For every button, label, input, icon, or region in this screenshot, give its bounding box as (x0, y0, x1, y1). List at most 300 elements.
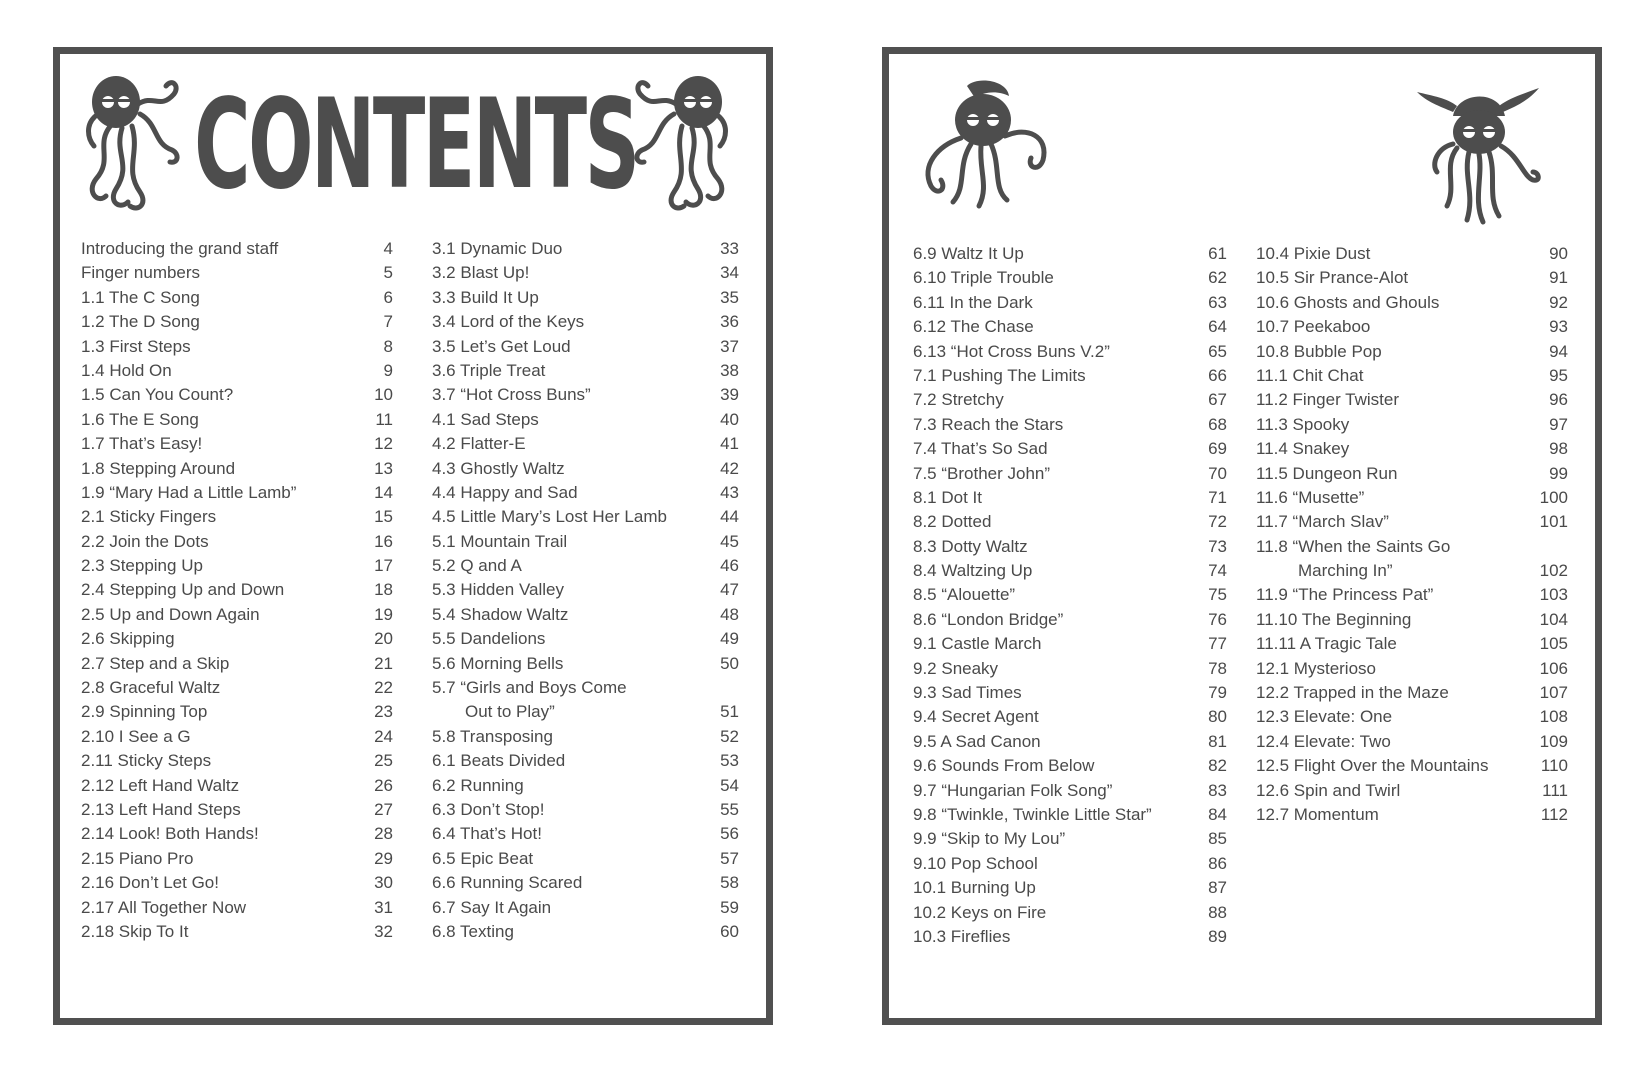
toc-entry-title: 8.2 Dotted (913, 512, 992, 532)
toc-entry-title: 1.1 The C Song (81, 287, 200, 307)
toc-entry (1256, 364, 1568, 388)
octopus-mascot-top-left-icon (84, 64, 184, 214)
toc-entry-title: 7.5 “Brother John” (913, 463, 1051, 483)
toc-entry-page-number: 33 (720, 238, 739, 258)
toc-entry-title: 1.3 First Steps (81, 336, 191, 356)
toc-entry-title: 10.5 Sir Prance-Alot (1256, 268, 1409, 288)
right-page (882, 47, 1602, 1025)
toc-entry-title: 1.9 “Mary Had a Little Lamb” (81, 482, 297, 502)
toc-entry-title-continued: Marching In” (1298, 561, 1393, 581)
toc-entry-title: 12.6 Spin and Twirl (1256, 780, 1401, 800)
toc-entry-page-number: 63 (1208, 292, 1227, 312)
toc-entry-title: 10.4 Pixie Dust (1256, 244, 1371, 263)
toc-entry-title: 2.4 Stepping Up and Down (81, 580, 285, 600)
toc-entry (913, 559, 1227, 583)
toc-entry-page-number: 6 (383, 287, 393, 307)
toc-entry (913, 681, 1227, 705)
toc-entry-title: 8.1 Dot It (913, 487, 982, 507)
toc-entry (81, 725, 393, 749)
toc-entry-title: 10.6 Ghosts and Ghouls (1256, 292, 1440, 312)
toc-entry-page-number: 78 (1208, 658, 1227, 678)
toc-entry-page-number: 27 (374, 799, 393, 819)
toc-entry-page-number: 70 (1208, 463, 1227, 483)
toc-entry-title: 9.3 Sad Times (913, 683, 1022, 703)
toc-entry-title: 3.4 Lord of the Keys (432, 312, 585, 332)
toc-entry-title: 3.1 Dynamic Duo (432, 239, 563, 258)
toc-entry-page-number: 90 (1549, 243, 1568, 263)
toc-entry (432, 896, 739, 920)
page-title: CONTENTS (194, 73, 638, 217)
toc-entry-page-number: 62 (1208, 268, 1227, 288)
toc-entry-title: 5.4 Shadow Waltz (432, 604, 569, 624)
toc-entry-page-number: 81 (1208, 731, 1227, 751)
toc-entry-page-number: 42 (720, 458, 739, 478)
toc-entry-page-number: 52 (720, 726, 739, 746)
toc-entry-page-number: 13 (374, 458, 393, 478)
toc-entry-page-number: 95 (1549, 365, 1568, 385)
toc-entry-title: 1.7 That’s Easy! (81, 434, 203, 454)
toc-entry-page-number: 97 (1549, 414, 1568, 434)
toc-entry-page-number: 77 (1208, 634, 1227, 654)
toc-entry-title: 8.3 Dotty Waltz (913, 536, 1028, 556)
toc-entry (432, 749, 739, 773)
toc-entry (81, 237, 393, 261)
toc-entry-title: 2.2 Join the Dots (81, 531, 209, 551)
toc-entry-title: Finger numbers (81, 263, 201, 283)
toc-entry-page-number: 60 (720, 921, 739, 941)
toc-entry-page-number: 46 (720, 556, 739, 576)
toc-entry-title: 2.18 Skip To It (81, 921, 189, 941)
toc-entry-title: 6.2 Running (432, 775, 524, 795)
toc-entry-page-number: 82 (1208, 756, 1227, 776)
toc-entry-page-number: 34 (720, 263, 739, 283)
toc-entry-title: 9.7 “Hungarian Folk Song” (913, 780, 1113, 800)
toc-entry-title: 2.3 Stepping Up (81, 556, 203, 576)
toc-entry (432, 652, 739, 676)
toc-entry-page-number: 54 (720, 775, 739, 795)
toc-entry-title: 7.2 Stretchy (913, 390, 1004, 410)
toc-entry (1256, 730, 1568, 754)
toc-column-4 (1256, 242, 1568, 827)
toc-entry-page-number: 68 (1208, 414, 1227, 434)
toc-entry-title: 6.8 Texting (432, 921, 514, 941)
toc-entry (432, 432, 739, 456)
toc-entry-page-number: 53 (720, 751, 739, 771)
toc-entry (913, 608, 1227, 632)
toc-entry-title-continued: Out to Play” (465, 702, 555, 722)
toc-entry-page-number: 103 (1539, 585, 1568, 605)
toc-entry-page-number: 49 (720, 629, 739, 649)
toc-entry-title: 12.5 Flight Over the Mountains (1256, 756, 1489, 776)
toc-entry-title: 1.4 Hold On (81, 360, 172, 380)
toc-entry (432, 554, 739, 578)
toc-entry (1256, 608, 1568, 632)
toc-entry (913, 510, 1227, 534)
toc-entry (81, 652, 393, 676)
toc-entry-title: 6.1 Beats Divided (432, 751, 566, 771)
toc-entry (913, 266, 1227, 290)
toc-entry-page-number: 39 (720, 385, 739, 405)
toc-entry-title: 11.9 “The Princess Pat” (1256, 585, 1434, 605)
toc-entry (81, 627, 393, 651)
toc-entry (432, 578, 739, 602)
toc-entry-page-number: 67 (1208, 390, 1227, 410)
toc-entry-title: 9.8 “Twinkle, Twinkle Little Star” (913, 804, 1152, 824)
toc-entry-page-number: 48 (720, 604, 739, 624)
toc-entry-title: 9.9 “Skip to My Lou” (913, 829, 1066, 849)
toc-entry-page-number: 45 (720, 531, 739, 551)
toc-entry-page-number: 85 (1208, 829, 1227, 849)
toc-entry (81, 822, 393, 846)
toc-entry (81, 920, 393, 944)
toc-entry-page-number: 69 (1208, 439, 1227, 459)
toc-entry-title: 5.5 Dandelions (432, 629, 546, 649)
toc-entry (81, 310, 393, 334)
toc-entry-page-number: 50 (720, 653, 739, 673)
toc-entry-page-number: 105 (1539, 634, 1568, 654)
toc-entry (913, 437, 1227, 461)
toc-entry-page-number: 9 (383, 360, 393, 380)
toc-entry (432, 530, 739, 554)
toc-entry-title: 9.10 Pop School (913, 853, 1038, 873)
toc-entry (81, 774, 393, 798)
toc-entry-page-number: 86 (1208, 853, 1227, 873)
toc-entry (81, 335, 393, 359)
toc-entry (81, 261, 393, 285)
toc-entry-page-number: 4 (383, 238, 393, 258)
toc-entry-title: 2.11 Sticky Steps (81, 751, 212, 771)
toc-entry (913, 632, 1227, 656)
toc-entry-page-number: 80 (1208, 707, 1227, 727)
toc-entry-title: 11.8 “When the Saints Go (1256, 536, 1451, 556)
toc-entry-page-number: 66 (1208, 365, 1227, 385)
toc-entry-page-number: 102 (1539, 561, 1568, 581)
toc-entry-page-number: 75 (1208, 585, 1227, 605)
toc-entry-page-number: 10 (374, 385, 393, 405)
toc-entry-title: 4.3 Ghostly Waltz (432, 458, 565, 478)
toc-entry-page-number: 11 (375, 409, 393, 429)
toc-entry (432, 481, 739, 505)
toc-entry-page-number: 104 (1539, 609, 1568, 629)
toc-entry (1256, 705, 1568, 729)
toc-entry (1256, 754, 1568, 778)
toc-entry-title: 5.3 Hidden Valley (432, 580, 564, 600)
toc-entry (81, 798, 393, 822)
toc-entry (432, 725, 739, 749)
toc-entry-title: 2.9 Spinning Top (81, 702, 208, 722)
toc-entry-title: 2.16 Don’t Let Go! (81, 873, 219, 893)
toc-entry (432, 383, 739, 407)
toc-entry (81, 432, 393, 456)
toc-entry-title: 1.8 Stepping Around (81, 458, 236, 478)
toc-entry (913, 779, 1227, 803)
toc-entry (432, 627, 739, 651)
toc-entry-page-number: 99 (1549, 463, 1568, 483)
toc-entry-page-number: 31 (374, 897, 393, 917)
octopus-mascot-pompadour-icon (917, 76, 1057, 216)
toc-entry-page-number: 32 (374, 921, 393, 941)
toc-entry-title: 11.2 Finger Twister (1256, 390, 1399, 410)
toc-entry (432, 505, 739, 529)
toc-entry-page-number: 14 (374, 482, 393, 502)
toc-entry-title: 11.4 Snakey (1256, 439, 1350, 459)
toc-entry-page-number: 73 (1208, 536, 1227, 556)
toc-entry-title: 1.5 Can You Count? (81, 385, 234, 405)
toc-entry-title: 1.6 The E Song (81, 409, 199, 429)
toc-entry-page-number: 92 (1549, 292, 1568, 312)
toc-entry (913, 291, 1227, 315)
toc-entry-title: Introducing the grand staff (81, 239, 279, 258)
toc-entry-title: 4.5 Little Mary’s Lost Her Lamb (432, 507, 667, 527)
toc-entry-title: 6.5 Epic Beat (432, 848, 534, 868)
toc-entry-title: 10.7 Peekaboo (1256, 317, 1371, 337)
toc-entry (1256, 266, 1568, 290)
toc-entry-page-number: 36 (720, 312, 739, 332)
toc-entry-page-number: 88 (1208, 902, 1227, 922)
toc-entry-page-number: 28 (374, 824, 393, 844)
toc-entry (913, 730, 1227, 754)
toc-entry-page-number: 74 (1208, 561, 1227, 581)
toc-entry-page-number: 72 (1208, 512, 1227, 532)
toc-entry-page-number: 23 (374, 702, 393, 722)
toc-entry-page-number: 38 (720, 360, 739, 380)
toc-entry-title: 11.1 Chit Chat (1256, 365, 1364, 385)
toc-entry (81, 554, 393, 578)
toc-entry (432, 237, 739, 261)
toc-entry-page-number: 71 (1208, 487, 1227, 507)
toc-entry (81, 676, 393, 700)
toc-entry (1256, 388, 1568, 412)
toc-entry-page-number: 98 (1549, 439, 1568, 459)
toc-entry-page-number: 79 (1208, 683, 1227, 703)
toc-entry-title: 10.8 Bubble Pop (1256, 341, 1382, 361)
toc-entry-title: 6.4 That’s Hot! (432, 824, 542, 844)
toc-entry-title: 2.5 Up and Down Again (81, 604, 260, 624)
toc-entry (432, 261, 739, 285)
toc-entry-page-number: 76 (1208, 609, 1227, 629)
toc-entry (913, 413, 1227, 437)
toc-entry (913, 583, 1227, 607)
toc-entry (432, 457, 739, 481)
toc-entry (1256, 413, 1568, 437)
toc-entry-title: 12.2 Trapped in the Maze (1256, 683, 1449, 703)
toc-entry-title: 9.5 A Sad Canon (913, 731, 1041, 751)
toc-entry-title: 6.9 Waltz It Up (913, 244, 1024, 263)
toc-entry (913, 242, 1227, 266)
toc-entry (913, 364, 1227, 388)
toc-entry (913, 315, 1227, 339)
toc-entry (81, 530, 393, 554)
toc-entry (1256, 583, 1568, 607)
toc-entry-page-number: 87 (1208, 878, 1227, 898)
toc-entry-page-number: 109 (1539, 731, 1568, 751)
toc-entry-page-number: 55 (720, 799, 739, 819)
toc-entry-title: 9.6 Sounds From Below (913, 756, 1095, 776)
toc-entry-page-number: 93 (1549, 317, 1568, 337)
toc-entry-title: 2.6 Skipping (81, 629, 175, 649)
toc-entry (432, 408, 739, 432)
toc-entry-title: 6.11 In the Dark (913, 292, 1033, 312)
toc-entry-page-number: 101 (1539, 512, 1568, 532)
toc-entry-title: 5.1 Mountain Trail (432, 531, 568, 551)
toc-entry-page-number: 91 (1549, 268, 1568, 288)
toc-entry (81, 457, 393, 481)
toc-entry-page-number: 59 (720, 897, 739, 917)
toc-entry-page-number: 96 (1549, 390, 1568, 410)
toc-entry (432, 822, 739, 846)
toc-entry (81, 603, 393, 627)
toc-entry-title: 2.15 Piano Pro (81, 848, 194, 868)
toc-entry-page-number: 51 (720, 702, 739, 722)
toc-entry-title: 10.2 Keys on Fire (913, 902, 1047, 922)
toc-column-2 (432, 237, 739, 944)
toc-entry-title: 5.6 Morning Bells (432, 653, 564, 673)
toc-entry-page-number: 22 (374, 678, 393, 698)
toc-entry (913, 388, 1227, 412)
toc-entry (81, 847, 393, 871)
toc-entry (432, 310, 739, 334)
toc-entry (1256, 779, 1568, 803)
toc-entry-title: 2.14 Look! Both Hands! (81, 824, 259, 844)
toc-entry (432, 603, 739, 627)
toc-entry-title: 8.6 “London Bridge” (913, 609, 1064, 629)
toc-column-1 (81, 237, 393, 944)
toc-entry (81, 505, 393, 529)
toc-entry-title: 3.7 “Hot Cross Buns” (432, 385, 591, 405)
toc-entry-page-number: 94 (1549, 341, 1568, 361)
toc-entry (432, 335, 739, 359)
toc-entry-title: 4.1 Sad Steps (432, 409, 539, 429)
toc-entry (913, 754, 1227, 778)
octopus-mascot-top-right-icon (630, 64, 730, 214)
toc-entry-title: 1.2 The D Song (81, 312, 200, 332)
toc-entry-page-number: 41 (720, 434, 739, 454)
toc-entry (81, 481, 393, 505)
toc-entry-page-number: 56 (720, 824, 739, 844)
toc-entry (81, 286, 393, 310)
toc-entry (913, 462, 1227, 486)
toc-entry (1256, 462, 1568, 486)
toc-entry (1256, 291, 1568, 315)
toc-entry (81, 896, 393, 920)
toc-entry-title: 3.3 Build It Up (432, 287, 539, 307)
toc-entry (913, 486, 1227, 510)
toc-entry-title: 4.2 Flatter-E (432, 434, 526, 454)
toc-entry-title: 6.13 “Hot Cross Buns V.2” (913, 341, 1110, 361)
toc-entry-title: 6.12 The Chase (913, 317, 1034, 337)
toc-entry-title: 12.4 Elevate: Two (1256, 731, 1391, 751)
toc-entry-title: 2.17 All Together Now (81, 897, 247, 917)
toc-entry-title: 7.1 Pushing The Limits (913, 365, 1086, 385)
toc-entry-title: 4.4 Happy and Sad (432, 482, 578, 502)
toc-entry (913, 657, 1227, 681)
toc-entry-title: 11.7 “March Slav” (1256, 512, 1389, 532)
toc-entry (913, 901, 1227, 925)
toc-entry-title: 8.4 Waltzing Up (913, 561, 1033, 581)
toc-entry-title: 5.2 Q and A (432, 556, 522, 576)
toc-entry-title: 5.7 “Girls and Boys Come (432, 678, 627, 698)
toc-entry (81, 578, 393, 602)
toc-entry-page-number: 108 (1539, 707, 1568, 727)
toc-entry (432, 676, 739, 725)
toc-entry-page-number: 47 (720, 580, 739, 600)
toc-entry-title: 5.8 Transposing (432, 726, 553, 746)
toc-entry-title: 2.13 Left Hand Steps (81, 799, 241, 819)
toc-entry-page-number: 112 (1540, 804, 1568, 824)
toc-entry-title: 3.5 Let’s Get Loud (432, 336, 571, 356)
toc-entry (432, 920, 739, 944)
toc-entry-page-number: 57 (720, 848, 739, 868)
toc-entry (1256, 803, 1568, 827)
toc-entry-page-number: 64 (1208, 317, 1227, 337)
toc-entry-page-number: 21 (374, 653, 393, 673)
toc-entry-page-number: 18 (374, 580, 393, 600)
toc-entry-title: 12.1 Mysterioso (1256, 658, 1376, 678)
toc-entry-title: 6.3 Don’t Stop! (432, 800, 545, 819)
toc-entry-page-number: 15 (374, 507, 393, 527)
toc-entry (913, 705, 1227, 729)
toc-entry-title: 2.8 Graceful Waltz (81, 678, 221, 698)
toc-entry (1256, 535, 1568, 584)
toc-entry (1256, 315, 1568, 339)
toc-entry-title: 7.3 Reach the Stars (913, 414, 1064, 434)
toc-entry-page-number: 30 (374, 873, 393, 893)
toc-entry-page-number: 16 (374, 531, 393, 551)
toc-entry-page-number: 43 (720, 482, 739, 502)
toc-entry-page-number: 17 (374, 556, 393, 576)
toc-entry (1256, 681, 1568, 705)
toc-entry-page-number: 7 (383, 312, 393, 332)
toc-entry-title: 11.11 A Tragic Tale (1256, 634, 1397, 654)
toc-entry (81, 700, 393, 724)
toc-entry (913, 340, 1227, 364)
toc-entry-title: 7.4 That’s So Sad (913, 439, 1048, 459)
toc-entry (913, 925, 1227, 949)
toc-entry-title: 11.6 “Musette” (1256, 487, 1365, 507)
toc-entry (1256, 340, 1568, 364)
toc-entry (81, 408, 393, 432)
toc-entry-title: 12.7 Momentum (1256, 805, 1379, 824)
toc-entry-page-number: 84 (1208, 804, 1227, 824)
octopus-mascot-winged-helmet-icon (1413, 76, 1543, 226)
toc-column-3 (913, 242, 1227, 949)
toc-entry-page-number: 8 (383, 336, 393, 356)
toc-entry (432, 871, 739, 895)
toc-entry-page-number: 65 (1208, 341, 1227, 361)
toc-entry-page-number: 25 (374, 751, 393, 771)
toc-entry (1256, 632, 1568, 656)
toc-entry-title: 8.5 “Alouette” (913, 585, 1016, 605)
toc-entry-page-number: 58 (720, 873, 739, 893)
toc-entry (913, 535, 1227, 559)
toc-entry (432, 286, 739, 310)
toc-entry-page-number: 37 (720, 336, 739, 356)
toc-entry-title: 10.1 Burning Up (913, 878, 1036, 898)
toc-entry-title: 10.3 Fireflies (913, 926, 1011, 946)
toc-entry (913, 852, 1227, 876)
toc-entry-title: 12.3 Elevate: One (1256, 707, 1393, 727)
toc-entry-title: 11.10 The Beginning (1256, 609, 1412, 629)
toc-entry (1256, 486, 1568, 510)
toc-entry (81, 383, 393, 407)
toc-entry-page-number: 61 (1208, 243, 1227, 263)
toc-entry-page-number: 12 (374, 434, 393, 454)
toc-entry (432, 798, 739, 822)
toc-entry-title: 2.12 Left Hand Waltz (81, 775, 240, 795)
toc-entry (1256, 437, 1568, 461)
toc-entry (81, 871, 393, 895)
toc-entry-page-number: 44 (720, 507, 739, 527)
